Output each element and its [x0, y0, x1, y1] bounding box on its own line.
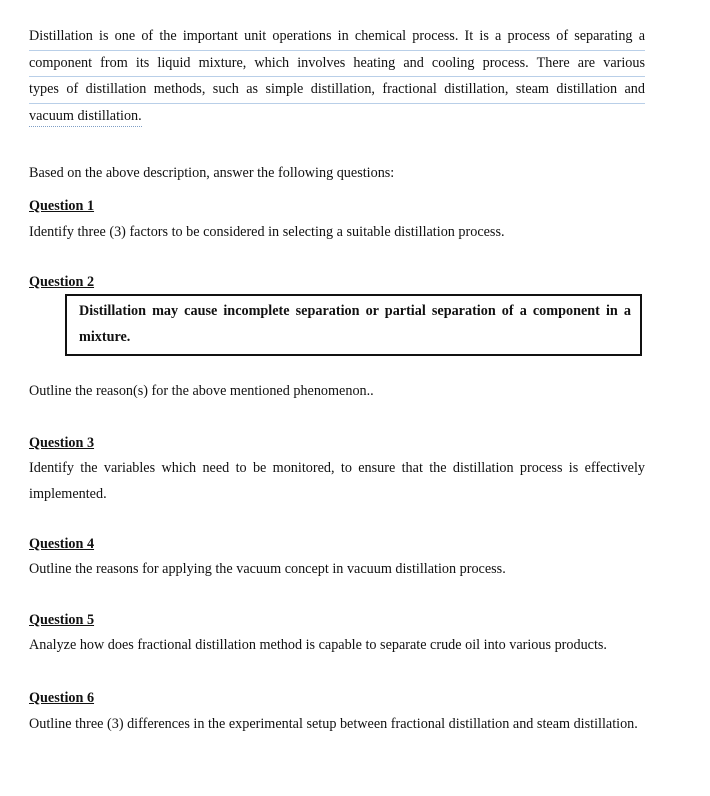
- question-4: [29, 535, 645, 579]
- question-text: Analyze how does fractional distillation method is capable to separate crude oil into various products.: [29, 637, 607, 653]
- question-heading: Question 5: [29, 612, 95, 628]
- question-text: Outline the reasons for applying the vacuum concept in vacuum distillation process.: [29, 561, 506, 577]
- intro-line: Distillation is one of the important unit operations in chemical process. It is a process of separating a: [29, 24, 645, 51]
- question-2: [29, 273, 645, 401]
- question-6: [29, 689, 645, 735]
- question-heading: Question 4: [29, 536, 95, 552]
- question-heading: Question 1: [29, 198, 95, 214]
- question-heading: Question 3: [29, 435, 95, 451]
- question-heading: Question 6: [29, 690, 95, 706]
- question-text: Identify three (3) factors to be considered in selecting a suitable distillation process.: [29, 224, 505, 240]
- question-text: Identify the variables which need to be monitored, to ensure that the distillation process is effectively implemented.: [29, 460, 645, 502]
- question-heading: Question 2: [29, 274, 95, 290]
- document-body: [29, 24, 645, 735]
- question-3: [29, 434, 645, 507]
- intro-line: vacuum distillation.: [29, 106, 142, 127]
- question-text: Outline the reason(s) for the above mentioned phenomenon..: [29, 383, 374, 399]
- intro-paragraph: [29, 24, 645, 129]
- intro-line: component from its liquid mixture, which involves heating and cooling process. There are various: [29, 51, 645, 78]
- question-1: [29, 197, 645, 242]
- question-text: Outline three (3) differences in the experimental setup between fractional distillation and steam distillation.: [29, 716, 638, 732]
- callout-box: Distillation may cause incomplete separation or partial separation of a component in a mixture.: [65, 294, 642, 356]
- question-5: [29, 611, 645, 655]
- instruction-text: Based on the above description, answer the following questions:: [29, 165, 395, 181]
- intro-line: types of distillation methods, such as simple distillation, fractional distillation, steam distillation and: [29, 77, 645, 104]
